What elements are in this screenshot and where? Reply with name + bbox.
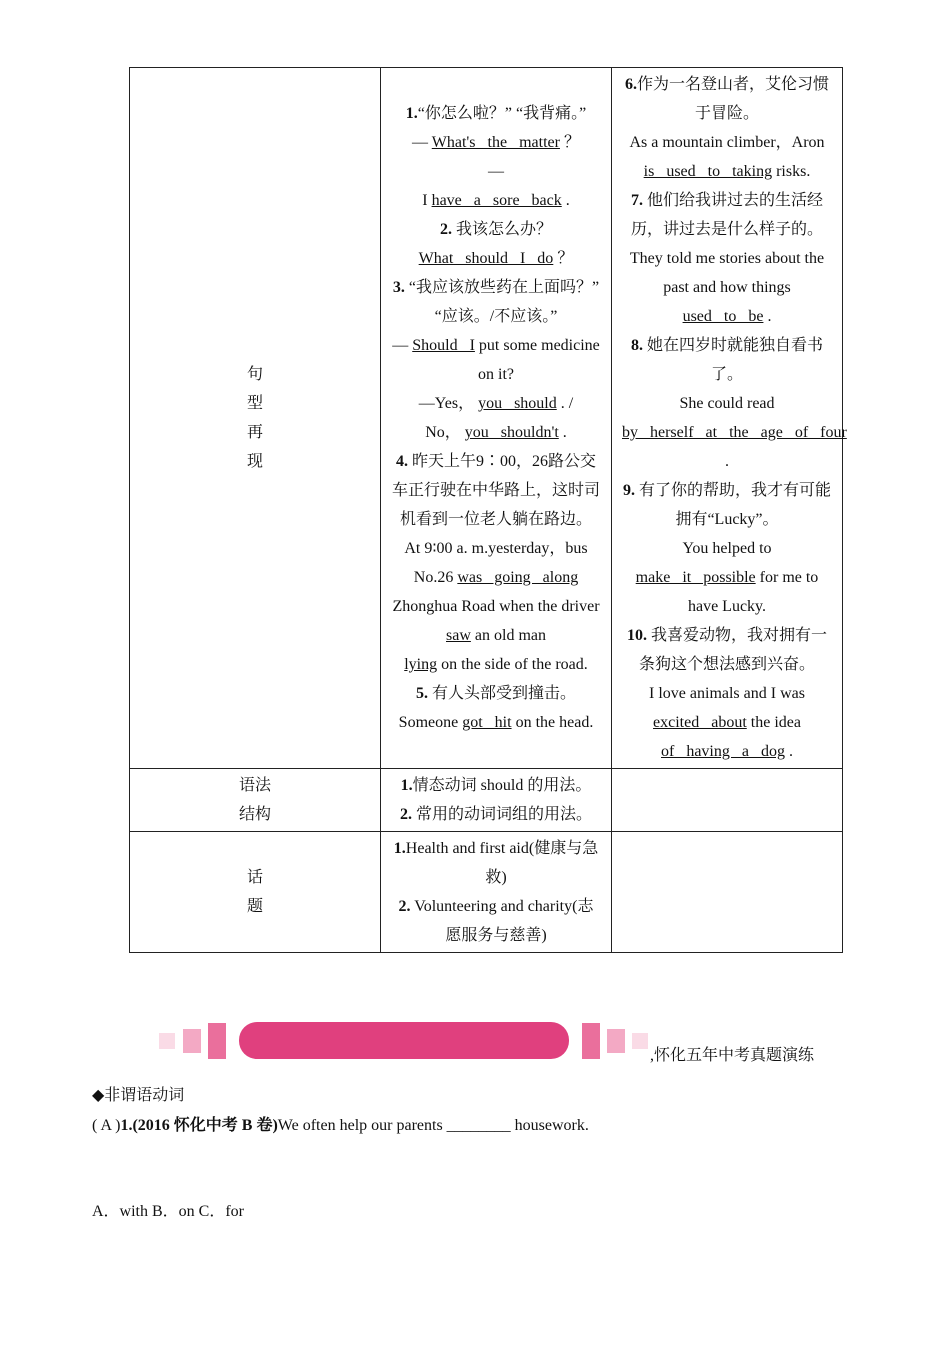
question-text: We often help our parents ________ housework. — [277, 1117, 589, 1134]
grammar-empty-cell — [612, 769, 843, 832]
banner-square — [607, 1029, 625, 1053]
sentence-line — [391, 128, 601, 157]
sentence-line — [622, 331, 832, 389]
blank-answer: saw — [446, 627, 471, 644]
sentence-line — [622, 244, 832, 331]
label-char: 现 — [246, 453, 263, 470]
blank-answer: by herself at the age of four — [622, 424, 847, 441]
item-number: 10. — [626, 627, 647, 644]
sentence-line — [622, 476, 832, 534]
item-text: — — [488, 163, 504, 180]
sentence-line — [391, 534, 601, 621]
item-text: Someone — [398, 714, 459, 731]
item-text: 我该怎么办？ — [451, 221, 552, 238]
blank-answer: got hit — [462, 714, 512, 731]
item-number: 9. — [622, 482, 635, 499]
item-text: Volunteering and charity(志愿服务与慈善) — [410, 898, 594, 944]
item-text: — — [392, 337, 409, 354]
item-text: 情态动词 should 的用法。 — [412, 777, 592, 794]
item-number: 2. — [399, 806, 412, 823]
item-text: At 9∶00 a. m.yesterday，bus No.26 — [404, 540, 588, 586]
blank-answer: excited about — [653, 714, 747, 731]
sentence-line — [622, 186, 832, 244]
item-text: ？ — [557, 250, 574, 267]
sentence-line — [622, 737, 832, 766]
sentence-line — [391, 273, 601, 331]
blank-answer: What should I do — [418, 250, 554, 267]
sentence-line — [622, 621, 832, 679]
sentence-column-2 — [612, 68, 847, 769]
item-text: 我喜爱动物，我对拥有一条狗这个想法感到兴奋。 — [638, 627, 827, 673]
banner-square — [159, 1033, 175, 1049]
sentence-line — [391, 708, 601, 737]
sentence-line — [391, 157, 601, 186]
item-number: 4. — [395, 453, 408, 470]
item-text: She could read — [679, 395, 775, 412]
question-source: (2016 怀化中考 B 卷) — [132, 1117, 278, 1134]
item-number: 2. — [439, 221, 452, 238]
item-number: 5. — [415, 685, 428, 702]
topic-row — [130, 832, 843, 953]
label-char: 题 — [246, 898, 263, 915]
item-text: As a mountain climber，Aron — [629, 134, 825, 151]
blank-answer: was going along — [457, 569, 579, 586]
sentence-line — [622, 389, 847, 476]
sentence-line — [391, 418, 601, 447]
item-text: Zhonghua Road when the driver — [392, 598, 600, 615]
blank-answer: Should I — [412, 337, 475, 354]
label-text: 结构 — [238, 806, 271, 823]
item-text: . — [565, 192, 570, 209]
item-text: — — [412, 134, 429, 151]
item-number: 3. — [392, 279, 405, 296]
sentence-line — [622, 128, 832, 186]
sentence-line — [391, 215, 601, 244]
blank-answer: have a sore back — [431, 192, 562, 209]
item-text: “你怎么啦？” “我背痛。” — [417, 105, 587, 122]
sentence-line — [391, 99, 601, 128]
label-char: 话 — [246, 869, 263, 886]
item-number: 8. — [630, 337, 643, 354]
item-text: . / — [560, 395, 574, 412]
sentence-line — [622, 534, 832, 621]
sentence-line — [391, 389, 601, 418]
item-text: 有人头部受到撞击。 — [427, 685, 576, 702]
item-text: . — [725, 453, 729, 470]
item-text: 常用的动词词组的用法。 — [411, 806, 592, 823]
item-text: —Yes， — [418, 395, 475, 412]
sentence-line — [622, 679, 832, 737]
sentence-line — [391, 186, 601, 215]
item-text: I love animals and I was — [649, 685, 805, 702]
question-1 — [92, 1112, 589, 1135]
item-text: 作为一名登山者，艾伦习惯于冒险。 — [636, 76, 829, 122]
sentence-line — [391, 331, 601, 389]
sentence-line — [391, 447, 601, 534]
blank-answer: used to be — [682, 308, 764, 325]
banner-square — [632, 1033, 648, 1049]
item-text: 有了你的帮助，我才有可能拥有“Lucky”。 — [634, 482, 831, 528]
topic-empty-cell — [612, 832, 843, 953]
topic-items — [381, 832, 612, 953]
sentence-line — [622, 70, 832, 128]
item-text: ？ — [563, 134, 580, 151]
label-text: 语法 — [238, 777, 271, 794]
item-text: put some medicine on it? — [478, 337, 600, 383]
item-number: 2. — [398, 898, 411, 915]
item-text: “我应该放些药在上面吗？” “应该。/不应该。” — [404, 279, 600, 325]
item-number: 7. — [630, 192, 643, 209]
sentence-review-row — [130, 68, 843, 769]
item-text: . — [562, 424, 567, 441]
grammar-row — [130, 769, 843, 832]
item-text: Health and first aid(健康与急救) — [405, 840, 599, 886]
item-text: for me to have Lucky. — [687, 569, 819, 615]
item-text: the idea — [750, 714, 801, 731]
summary-table — [129, 67, 847, 953]
sentence-line — [391, 621, 601, 650]
item-text: on the head. — [515, 714, 594, 731]
sentence-line — [391, 650, 601, 679]
banner-pill — [239, 1022, 569, 1059]
item-text: risks. — [776, 163, 811, 180]
item-text: on the side of the road. — [441, 656, 588, 673]
sentence-line — [391, 679, 601, 708]
sentence-line — [391, 244, 601, 273]
sentence-column-1 — [381, 68, 612, 769]
banner-square — [208, 1023, 226, 1059]
item-text: You helped to — [682, 540, 772, 557]
sentence-line — [391, 800, 601, 829]
blank-answer: is used to taking — [643, 163, 773, 180]
item-text: an old man — [474, 627, 546, 644]
banner-square — [582, 1023, 600, 1059]
item-text: 她在四岁时就能独自看书了。 — [642, 337, 823, 383]
item-text: They told me stories about the past and how things — [629, 250, 825, 296]
answer-mark: ( A ) — [92, 1117, 121, 1134]
topic-label — [130, 832, 381, 953]
item-number: 6. — [624, 76, 637, 93]
answer-options: A．with B．on C．for — [92, 1203, 245, 1220]
item-number: 1. — [400, 777, 413, 794]
item-number: 1. — [405, 105, 418, 122]
blank-answer: What's the matter — [431, 134, 560, 151]
item-text: I — [422, 192, 428, 209]
item-text: . — [788, 743, 793, 760]
banner-square — [183, 1029, 201, 1053]
sentence-review-label — [130, 68, 381, 769]
blank-answer: you shouldn't — [464, 424, 559, 441]
blank-answer: make it possible — [635, 569, 756, 586]
sentence-line — [391, 771, 601, 800]
label-char: 再 — [246, 424, 263, 441]
item-text: No， — [425, 424, 461, 441]
item-number: 1. — [393, 840, 406, 857]
item-text: . — [767, 308, 772, 325]
banner-title: ,怀化五年中考真题演练 — [650, 1047, 815, 1064]
blank-answer: of having a dog — [661, 743, 785, 760]
blank-answer: you should — [478, 395, 557, 412]
grammar-items — [381, 769, 612, 832]
sentence-line — [391, 892, 601, 950]
label-char: 句 — [246, 366, 263, 383]
item-text: 他们给我讲过去的生活经历，讲过去是什么样子的。 — [630, 192, 823, 238]
blank-answer: lying — [404, 656, 438, 673]
sentence-line — [391, 834, 601, 892]
question-number: 1. — [120, 1117, 133, 1134]
label-char: 型 — [246, 395, 263, 412]
item-text: 昨天上午9∶00，26路公交车正行驶在中华路上，这时司机看到一位老人躺在路边。 — [391, 453, 600, 528]
section-title: ◆非谓语动词 — [92, 1087, 185, 1104]
grammar-label — [130, 769, 381, 832]
